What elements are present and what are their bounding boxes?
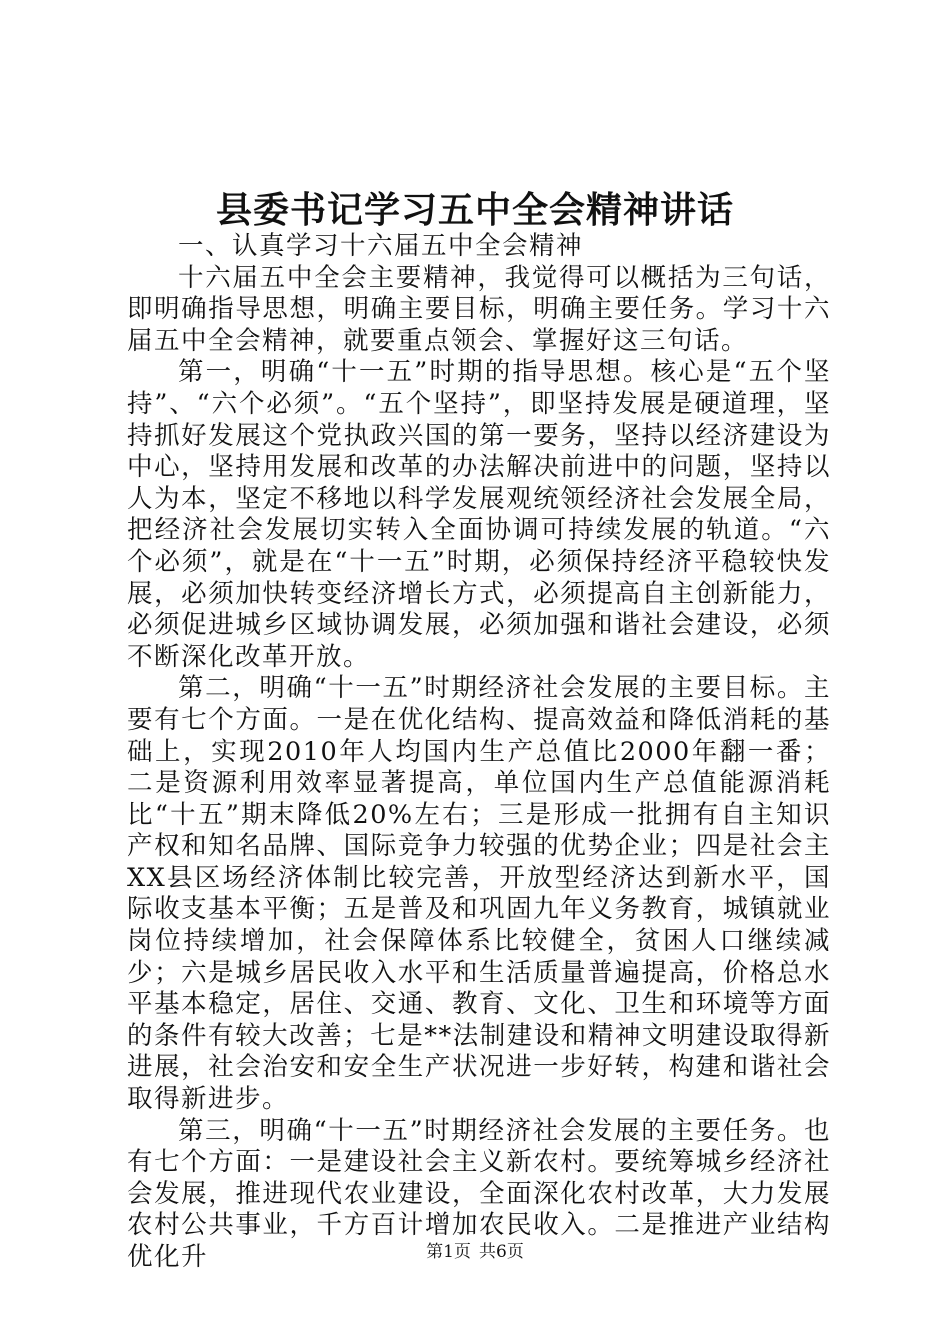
body-paragraph: 第一，明确“十一五”时期的指导思想。核心是“五个坚持”、“六个必须”。“五个坚持”，即坚持发展是硬道理，坚持抓好发展这个党执政兴国的第一要务，坚持以经济建设为中心，坚持用发展和改革的办法解决前进中的问题，坚持以人为本，坚定不移地以科学发展观统领经济社会发展全局，把经济社会发展切实转入全面协调可持续发展的轨道。“六个必须”，就是在“十一五”时期，必须保持经济平稳较快发展，必须加快转变经济增长方式，必须提高自主创新能力，必须促进城乡区域协调发展，必须加强和谐社会建设，必须不断深化改革开放。 (127, 357, 831, 672)
body-paragraph: 第三，明确“十一五”时期经济社会发展的主要任务。也有七个方面：一是建设社会主义新农村。要统筹城乡经济社会发展，推进现代农业建设，全面深化农村改革，大力发展农村公共事业，千方百计增加农民收入。二是推进产业结构优化升 (127, 1115, 831, 1272)
page-footer (0, 1241, 950, 1263)
page-number: 第1页 (426, 1242, 471, 1262)
body-paragraph: 十六届五中全会主要精神，我觉得可以概括为三句话，即明确指导思想，明确主要目标，明确主要任务。学习十六届五中全会精神，就要重点领会、掌握好这三句话。 (127, 262, 831, 356)
document-title: 县委书记学习五中全会精神讲话 (215, 189, 734, 231)
body-paragraph: 第二，明确“十一五”时期经济社会发展的主要目标。主要有七个方面。一是在优化结构、提高效益和降低消耗的基础上，实现2010年人均国内生产总值比2000年翻一番；二是资源利用效率显著提高，单位国内生产总值能源消耗比“十五”期末降低20%左右；三是形成一批拥有自主知识产权和知名品牌、国际竞争力较强的优势企业；四是社会主XX县区场经济体制比较完善，开放型经济达到新水平，国际收支基本平衡；五是普及和巩固九年义务教育，城镇就业岗位持续增加，社会保障体系比较健全，贫困人口继续减少；六是城乡居民收入水平和生活质量普遍提高，价格总水平基本稳定，居住、交通、教育、文化、卫生和环境等方面的条件有较大改善；七是**法制建设和精神文明建设取得新进展，社会治安和安全生产状况进一步好转，构建和谐社会取得新进步。 (127, 673, 831, 1115)
page-total: 共6页 (479, 1242, 524, 1262)
section-heading: 一、认真学习十六届五中全会精神 (178, 231, 584, 261)
document-body (127, 231, 831, 1274)
